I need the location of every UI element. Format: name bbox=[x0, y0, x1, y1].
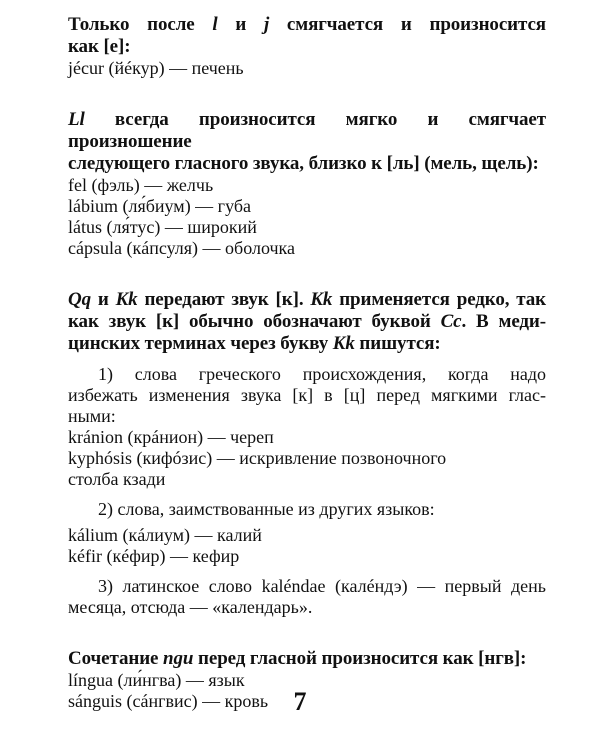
example-line-continued: столба кзади bbox=[68, 469, 166, 489]
example-line: lábium (ля́биум) — губа bbox=[68, 196, 251, 216]
section-qk-heading-line2 bbox=[68, 311, 546, 333]
heading-text: всегда произносится мягко и смягчает произношение bbox=[68, 109, 546, 152]
letter-kk: Kk bbox=[332, 333, 355, 354]
heading-text: как звук [к] обычно обозначают буквой bbox=[68, 311, 441, 332]
section-ll-heading-line1 bbox=[68, 109, 546, 153]
heading-text: и bbox=[91, 289, 116, 310]
heading-text: Сочетание bbox=[68, 648, 164, 669]
example-line: língua (ли́нгва) — язык bbox=[68, 670, 245, 690]
letter-j: j bbox=[263, 14, 270, 35]
heading-text: цинских терминах через букву bbox=[68, 333, 333, 354]
item-2-line1: 2) слова, заимствованные из других языков: bbox=[98, 499, 435, 519]
letter-kk: Kk bbox=[115, 289, 138, 310]
section-qk bbox=[68, 289, 546, 618]
example-line: fel (фэль) — желчь bbox=[68, 175, 214, 195]
section-j-heading-line1 bbox=[68, 14, 546, 36]
example-line: kyphósis (кифóзис) — искривление позвоночного bbox=[68, 448, 447, 468]
heading-text: передают звук [к]. bbox=[137, 289, 311, 310]
example-line: kálium (кáлиум) — калий bbox=[68, 525, 262, 545]
section-qk-heading-line1 bbox=[68, 289, 546, 311]
item-3-line2: месяца, отсюда — «календарь». bbox=[68, 597, 313, 617]
item-1-line2: избежать изменения звука [к] в [ц] перед мягкими глас- bbox=[68, 385, 546, 405]
example-line: kránion (крáнион) — череп bbox=[68, 427, 274, 447]
example-line: cápsula (кáпсуля) — оболочка bbox=[68, 238, 296, 258]
heading-text: перед гласной произносится как [нгв]: bbox=[193, 648, 527, 669]
letter-kk: Kk bbox=[310, 289, 333, 310]
heading-text: и bbox=[217, 14, 264, 35]
item-3-line1: 3) латинское слово kaléndae (калéндэ) — первый день bbox=[98, 576, 546, 596]
letter-ll: Ll bbox=[68, 109, 85, 130]
section-j-heading-line2: как [е]: bbox=[68, 36, 131, 57]
page-number: 7 bbox=[293, 687, 307, 716]
example-line: kéfir (кéфир) — кефир bbox=[68, 546, 240, 566]
section-ll-heading-line2: следующего гласного звука, близко к [ль] (мель, щель): bbox=[68, 153, 539, 174]
heading-text: . В меди- bbox=[461, 311, 546, 332]
heading-text: смягчается и произносится bbox=[269, 14, 546, 35]
letter-l: l bbox=[212, 14, 218, 35]
section-j bbox=[68, 14, 546, 79]
heading-text: пишутся: bbox=[354, 333, 441, 354]
letter-cc: Cc bbox=[440, 311, 462, 332]
example-line: látus (ля́тус) — широкий bbox=[68, 217, 257, 237]
item-1-line3: ными: bbox=[68, 406, 116, 426]
heading-text: Только после bbox=[68, 14, 213, 35]
example-line: sánguis (сáнгвис) — кровь bbox=[68, 691, 269, 711]
item-1-line1: 1) слова греческого происхождения, когда надо bbox=[98, 364, 546, 384]
example-line: jécur (йéкур) — печень bbox=[68, 58, 244, 78]
letter-qq: Qq bbox=[68, 289, 92, 310]
section-ll bbox=[68, 109, 546, 259]
page-content bbox=[68, 14, 546, 712]
section-qk-heading-line3 bbox=[68, 333, 546, 355]
section-ngu-heading bbox=[68, 648, 546, 670]
letters-ngu: ngu bbox=[163, 648, 194, 669]
heading-text: применяется редко, так bbox=[332, 289, 547, 310]
